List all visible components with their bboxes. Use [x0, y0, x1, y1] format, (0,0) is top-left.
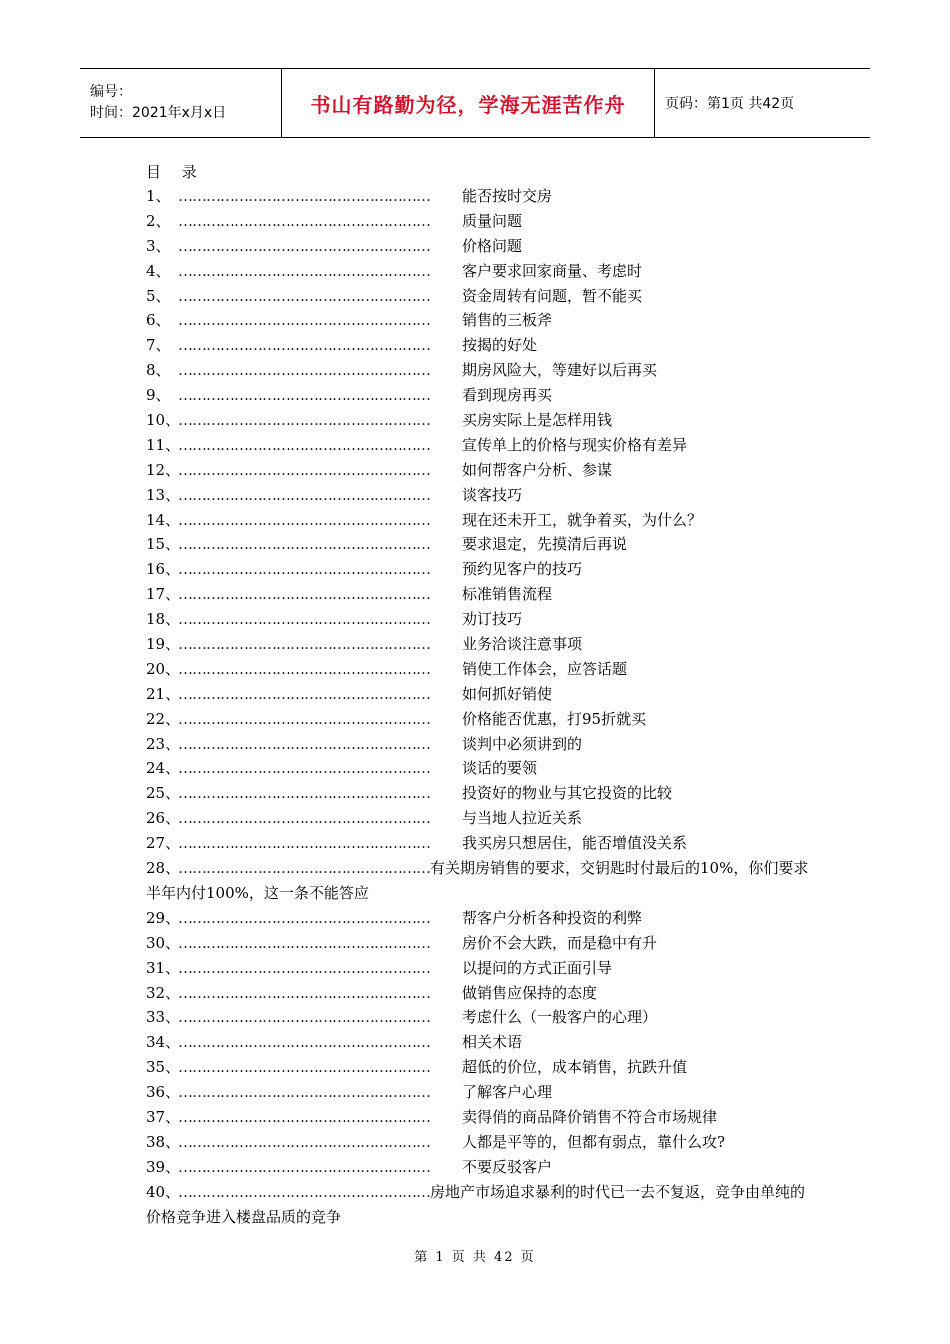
toc-item-title: 相关术语	[462, 1033, 523, 1052]
toc-leader-dots: ………………………………………………	[178, 659, 430, 678]
table-of-contents	[146, 160, 816, 1229]
toc-leader-dots: ………………………………………………	[178, 510, 430, 529]
toc-item[interactable]	[146, 1080, 816, 1105]
toc-leader-dots: ………………………………………………	[178, 635, 430, 654]
toc-leader-dots: ………………………………………………	[178, 361, 430, 380]
toc-leader-dots: ………………………………………………	[178, 983, 430, 1002]
toc-item-title: 预约见客户的技巧	[462, 560, 583, 579]
toc-leader-dots: ………………………………………………	[178, 585, 430, 604]
toc-item-title: 现在还未开工，就争着买，为什么？	[462, 510, 703, 529]
toc-item-number: 36、	[146, 1083, 181, 1102]
toc-item-number: 16、	[146, 560, 181, 579]
toc-item-number: 3、	[146, 236, 171, 255]
toc-item-number: 32、	[146, 983, 181, 1002]
toc-item-number: 22、	[146, 709, 181, 728]
toc-item[interactable]	[146, 906, 816, 931]
toc-item-number: 19、	[146, 635, 181, 654]
toc-item-number: 39、	[146, 1157, 181, 1176]
toc-leader-dots: ………………………………………………	[178, 1008, 430, 1027]
toc-item-number: 27、	[146, 834, 181, 853]
toc-leader-dots: ………………………………………………	[178, 1157, 430, 1176]
toc-item-number: 13、	[146, 485, 181, 504]
toc-item-title: 期房风险大，等建好以后再买	[462, 361, 658, 380]
motto: 书山有路勤为径，学海无涯苦作舟	[310, 92, 626, 117]
toc-item-title: 以提问的方式正面引导	[462, 958, 613, 977]
toc-item[interactable]	[146, 632, 816, 657]
toc-item-title: 价格问题	[462, 236, 523, 255]
toc-item-title: 买房实际上是怎样用钱	[462, 411, 613, 430]
toc-item-title: 投资好的物业与其它投资的比较	[462, 784, 673, 803]
toc-item-number: 18、	[146, 610, 181, 629]
toc-leader-dots: ………………………………………………	[178, 411, 430, 430]
toc-item-title: 谈话的要领	[462, 759, 538, 778]
toc-item-number: 9、	[146, 386, 171, 405]
toc-item[interactable]	[146, 582, 816, 607]
header-page-info	[655, 69, 870, 137]
toc-item-title: 我买房只想居住，能否增值没关系	[462, 834, 688, 853]
toc-item-number: 20、	[146, 659, 181, 678]
toc-leader-dots: ………………………………………………	[178, 684, 430, 703]
toc-leader-dots: ………………………………………………	[178, 535, 430, 554]
toc-item-title: 销使工作体会，应答话题	[462, 659, 628, 678]
toc-item[interactable]	[146, 308, 816, 333]
toc-item-number: 31、	[146, 958, 181, 977]
toc-item-title: 不要反驳客户	[462, 1157, 553, 1176]
toc-item-title: 业务洽谈注意事项	[462, 635, 583, 654]
toc-item[interactable]	[146, 1130, 816, 1155]
date-line: 时间：2021年x月x日	[90, 105, 227, 121]
toc-item[interactable]	[146, 856, 816, 906]
toc-item-title: 价格能否优惠，打95折就买	[462, 709, 647, 728]
toc-item-number: 4、	[146, 261, 171, 280]
toc-leader-dots: ………………………………………………	[178, 187, 430, 205]
toc-item-number: 30、	[146, 933, 181, 952]
toc-item-title: 谈判中必须讲到的	[462, 734, 583, 753]
toc-leader-dots: ………………………………………………	[178, 809, 430, 828]
toc-item-number: 35、	[146, 1058, 181, 1077]
toc-item-number: 7、	[146, 336, 171, 355]
toc-item-number: 40、	[146, 1182, 181, 1201]
toc-item-number: 33、	[146, 1008, 181, 1027]
toc-item-title: 人都是平等的，但都有弱点，靠什么攻?	[462, 1132, 726, 1151]
toc-item-number: 21、	[146, 684, 181, 703]
toc-item-title: 与当地人拉近关系	[462, 809, 583, 828]
toc-item-title: 要求退定，先摸清后再说	[462, 535, 628, 554]
toc-item-title: 房价不会大跌，而是稳中有升	[462, 933, 658, 952]
toc-leader-dots: ………………………………………………	[178, 261, 430, 280]
toc-item-number: 38、	[146, 1132, 181, 1151]
toc-item[interactable]	[146, 781, 816, 806]
toc-leader-dots: ………………………………………………	[178, 1132, 430, 1151]
toc-item-number: 34、	[146, 1033, 181, 1052]
toc-leader-dots: ………………………………………………	[178, 1107, 430, 1126]
toc-item-number: 24、	[146, 759, 181, 778]
toc-item-title: 房地产市场追求暴利的时代已一去不复返，竞争由单纯的价格竞争进入楼盘品质的竞争	[146, 1182, 806, 1226]
toc-item-number: 14、	[146, 510, 181, 529]
toc-item-number: 11、	[146, 435, 181, 454]
toc-item[interactable]	[146, 756, 816, 781]
toc-item[interactable]	[146, 284, 816, 309]
toc-item-number: 17、	[146, 585, 181, 604]
toc-item-title: 标准销售流程	[462, 585, 553, 604]
toc-item-title: 了解客户心理	[462, 1083, 553, 1102]
toc-item[interactable]	[146, 732, 816, 757]
toc-item-number: 37、	[146, 1107, 181, 1126]
toc-leader-dots: ………………………………………………	[178, 958, 430, 977]
toc-leader-dots: ………………………………………………	[178, 435, 430, 454]
toc-item-title: 销售的三板斧	[462, 311, 553, 330]
toc-item[interactable]	[146, 806, 816, 831]
toc-leader-dots: ………………………………………………	[178, 610, 430, 629]
toc-item-number: 12、	[146, 460, 181, 479]
toc-leader-dots: ………………………………………………	[178, 236, 430, 255]
toc-leader-dots: ………………………………………………	[178, 734, 430, 753]
serial-label: 编号：	[90, 84, 132, 100]
toc-item-title: 资金周转有问题，暂不能买	[462, 286, 643, 305]
toc-item[interactable]	[146, 259, 816, 284]
toc-item-number: 8、	[146, 361, 171, 380]
toc-item[interactable]	[146, 358, 816, 383]
toc-item-title: 卖得俏的商品降价销售不符合市场规律	[462, 1107, 718, 1126]
toc-item-title: 宣传单上的价格与现实价格有差异	[462, 435, 688, 454]
toc-item-number: 28、	[146, 859, 181, 878]
toc-list	[146, 184, 816, 1229]
toc-item-title: 按揭的好处	[462, 336, 538, 355]
toc-item[interactable]	[146, 831, 816, 856]
toc-item-title: 考虑什么（一般客户的心理）	[462, 1008, 658, 1027]
toc-item[interactable]	[146, 931, 816, 956]
toc-item[interactable]	[146, 184, 816, 209]
toc-item-number: 10、	[146, 411, 181, 430]
toc-leader-dots: ………………………………………………	[178, 908, 430, 927]
toc-item-title: 超低的价位，成本销售，抗跌升值	[462, 1058, 688, 1077]
toc-item[interactable]	[146, 458, 816, 483]
toc-item-title: 劝订技巧	[462, 610, 523, 629]
toc-item[interactable]	[146, 532, 816, 557]
page-info: 页码：第1页 共42页	[665, 96, 795, 112]
toc-item-number: 5、	[146, 286, 171, 305]
toc-leader-dots: ………………………………………………	[178, 560, 430, 579]
toc-item[interactable]	[146, 1180, 816, 1230]
toc-item[interactable]	[146, 657, 816, 682]
toc-leader-dots: ………………………………………………	[178, 1083, 430, 1102]
toc-item-title: 帮客户分析各种投资的利弊	[462, 908, 643, 927]
toc-leader-dots: ………………………………………………	[178, 859, 430, 878]
toc-item-number: 6、	[146, 311, 171, 330]
toc-leader-dots: ………………………………………………	[178, 336, 430, 355]
toc-item-title: 做销售应保持的态度	[462, 983, 598, 1002]
toc-item[interactable]	[146, 234, 816, 259]
toc-item[interactable]	[146, 981, 816, 1006]
toc-item[interactable]	[146, 956, 816, 981]
toc-item[interactable]	[146, 1030, 816, 1055]
toc-leader-dots: ………………………………………………	[178, 1182, 430, 1201]
toc-item[interactable]	[146, 707, 816, 732]
toc-item[interactable]	[146, 333, 816, 358]
toc-item-number: 15、	[146, 535, 181, 554]
page-header	[80, 68, 870, 138]
toc-leader-dots: ………………………………………………	[178, 485, 430, 504]
toc-leader-dots: ………………………………………………	[178, 933, 430, 952]
toc-item-title: 如何帮客户分析、参谋	[462, 460, 613, 479]
header-motto-cell	[282, 69, 655, 137]
toc-item-number: 26、	[146, 809, 181, 828]
toc-leader-dots: ………………………………………………	[178, 834, 430, 853]
toc-item[interactable]	[146, 408, 816, 433]
toc-leader-dots: ………………………………………………	[178, 386, 430, 405]
toc-item[interactable]	[146, 483, 816, 508]
toc-item-number: 29、	[146, 908, 181, 927]
toc-leader-dots: ………………………………………………	[178, 759, 430, 778]
toc-item-title: 看到现房再买	[462, 386, 553, 405]
toc-leader-dots: ………………………………………………	[178, 1058, 430, 1077]
header-meta	[80, 69, 282, 137]
toc-item[interactable]	[146, 433, 816, 458]
toc-leader-dots: ………………………………………………	[178, 460, 430, 479]
toc-item-number: 1、	[146, 187, 171, 205]
toc-item[interactable]	[146, 607, 816, 632]
toc-item[interactable]	[146, 1105, 816, 1130]
toc-item-title: 如何抓好销使	[462, 684, 553, 703]
toc-item[interactable]	[146, 1005, 816, 1030]
toc-item[interactable]	[146, 508, 816, 533]
toc-item[interactable]	[146, 209, 816, 234]
toc-item-title: 客户要求回家商量、考虑时	[462, 261, 643, 280]
toc-item[interactable]	[146, 682, 816, 707]
toc-item-title: 有关期房销售的要求，交钥匙时付最后的10%，你们要求半年内付100%，这一条不能答应	[146, 859, 809, 902]
toc-item-number: 25、	[146, 784, 181, 803]
toc-leader-dots: ………………………………………………	[178, 1033, 430, 1052]
toc-leader-dots: ………………………………………………	[178, 211, 430, 230]
toc-item[interactable]	[146, 1055, 816, 1080]
toc-item-title: 谈客技巧	[462, 485, 523, 504]
toc-item[interactable]	[146, 383, 816, 408]
toc-item[interactable]	[146, 557, 816, 582]
toc-item-title: 能否按时交房	[462, 187, 553, 205]
toc-leader-dots: ………………………………………………	[178, 709, 430, 728]
page-footer: 第 1 页 共 42 页	[414, 1250, 536, 1265]
toc-title: 目 录	[146, 163, 205, 181]
toc-item-number: 23、	[146, 734, 181, 753]
toc-item-title: 质量问题	[462, 211, 523, 230]
toc-leader-dots: ………………………………………………	[178, 311, 430, 330]
toc-item-number: 2、	[146, 211, 171, 230]
toc-leader-dots: ………………………………………………	[178, 784, 430, 803]
toc-item[interactable]	[146, 1155, 816, 1180]
toc-leader-dots: ………………………………………………	[178, 286, 430, 305]
